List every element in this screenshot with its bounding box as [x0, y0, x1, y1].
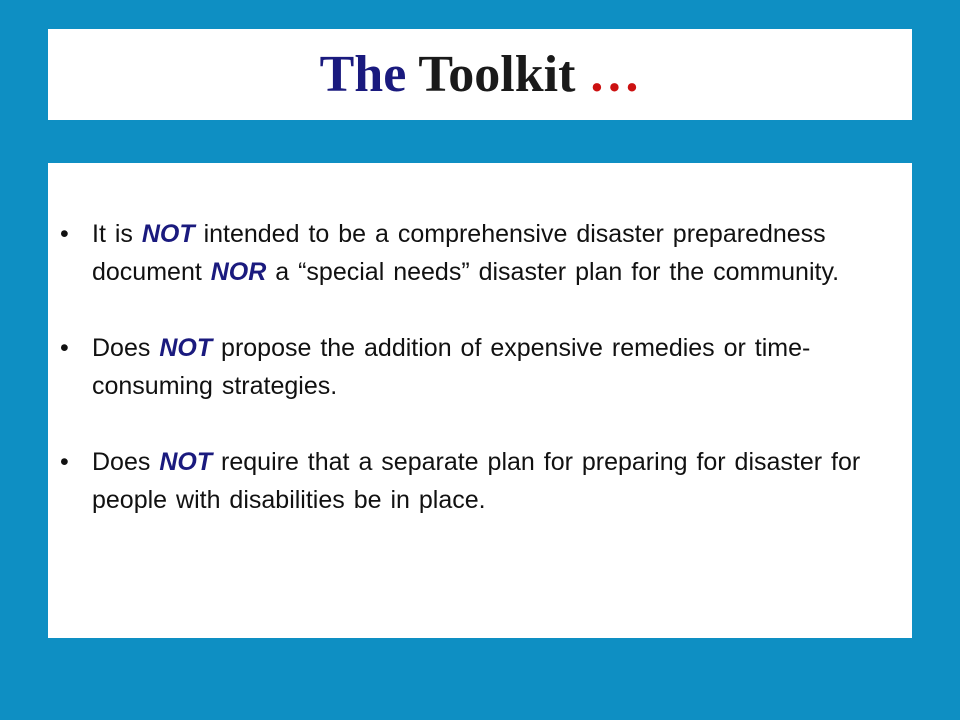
bullet-item-3 — [60, 443, 895, 519]
bullet-3-text-2: require that a separate plan for preparing for disaster for people with disabilities be in place. — [92, 448, 861, 514]
bullet-marker: • — [60, 220, 69, 248]
bullet-1-text-3: a “special needs” disaster plan for the community. — [266, 258, 840, 286]
bullet-item-2 — [60, 329, 895, 405]
content-panel — [48, 163, 912, 638]
bullet-1-text-1: It is — [92, 220, 142, 248]
title-panel — [48, 29, 912, 120]
bullet-marker: • — [60, 448, 69, 476]
bullet-list — [60, 215, 895, 519]
bullet-item-1 — [60, 215, 895, 291]
bullet-1-emphasis-nor: NOR — [210, 258, 267, 286]
slide-title — [319, 45, 641, 103]
bullet-2-text-2: propose the addition of expensive remedies or time-consuming strategies. — [92, 334, 811, 400]
slide-title-word-the: The — [319, 45, 407, 103]
bullet-3-text-1: Does — [92, 448, 160, 476]
bullet-2-emphasis-not: NOT — [159, 334, 213, 362]
bullet-marker: • — [60, 334, 69, 362]
bullet-1-emphasis-not: NOT — [141, 220, 195, 248]
bullet-2-text-1: Does — [92, 334, 160, 362]
slide-title-word-toolkit: Toolkit — [418, 45, 576, 103]
bullet-3-emphasis-not: NOT — [159, 448, 213, 476]
slide-title-ellipsis: … — [588, 45, 641, 103]
bullet-1-text-2: intended to be a comprehensive disaster preparedness document — [92, 220, 826, 286]
